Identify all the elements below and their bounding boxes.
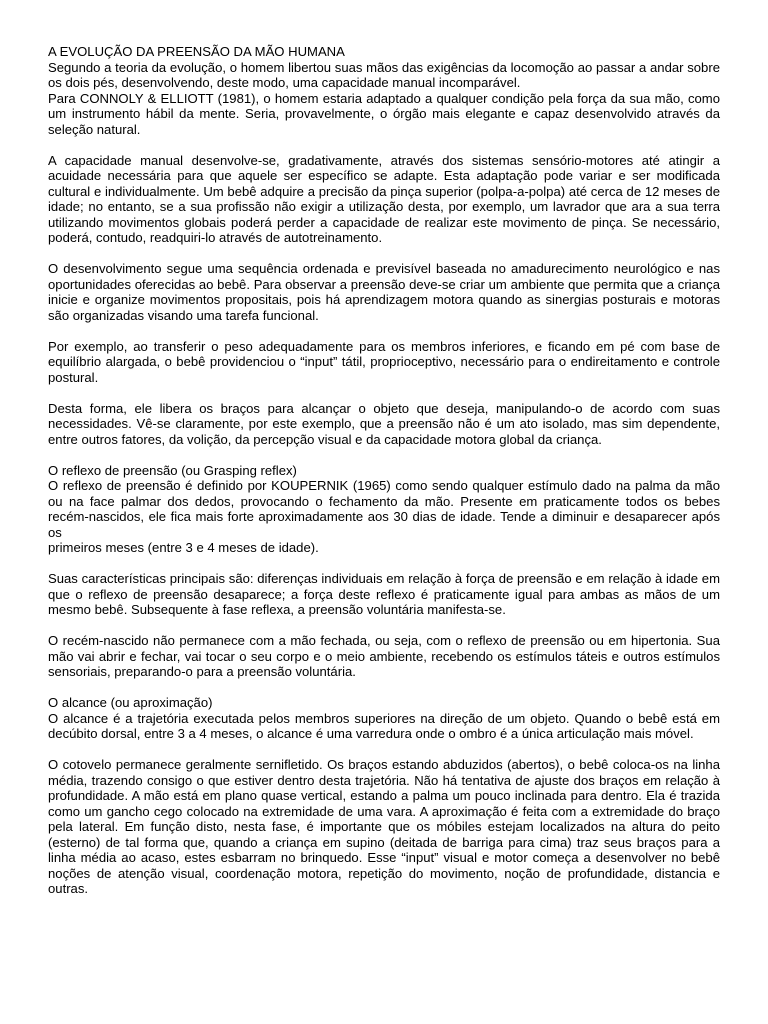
paragraph-grasping-characteristics: Suas características principais são: diferenças individuais em relação à força de preensão e em relação à idade em que o reflexo de preensão desaparece; a força deste reflexo é praticamente igual para ambas as mãos de um mesmo bebê. Subsequente à fase reflexa, a preensão voluntária manifesta-se. bbox=[48, 571, 720, 617]
paragraph-gap bbox=[48, 556, 720, 572]
paragraph-newborn-hand: O recém-nascido não permanece com a mão fechada, ou seja, com o reflexo de preensão ou em hipertonia. Sua mão vai abrir e fechar, vai tocar o seu corpo e o meio ambiente, recebendo os estímulos táteis e outros estímulos sensoriais, preparando-o para a preensão voluntária. bbox=[48, 633, 720, 679]
paragraph-weight-transfer: Por exemplo, ao transferir o peso adequadamente para os membros inferiores, e ficando em pé com base de equilíbrio alargada, o bebê providenciou o “input” tátil, proprioceptivo, necessário para o endireitamento e controle postural. bbox=[48, 338, 720, 385]
paragraph-gap bbox=[48, 680, 720, 696]
paragraph-gap bbox=[48, 323, 720, 339]
paragraph-grasping-definition-continued: primeiros meses (entre 3 e 4 meses de idade). bbox=[48, 540, 319, 555]
paragraph-gap bbox=[48, 246, 720, 262]
paragraph-elbow-position: O cotovelo permanece geralmente sernifletido. Os braços estando abduzidos (abertos), o bebê coloca-os na linha média, trazendo consigo o que estiver dentro desta trajetória. Não há tentativa de ajuste dos braços em relação à profundidade. A mão está em plano quase vertical, estando a palma um pouco inclinada para dentro. Ela é trazida como um gancho cego colocado na extremidade de uma vara. A aproximação é feita com a extremidade do braço pela lateral. Em função disto, nesta fase, é importante que os móbiles estejam localizados na altura do peito (esterno) de tal forma que, quando a criança em supino (deitada de barriga para cima) traz seus braços para a linha média ao acaso, estes esbarram no brinquedo. Esse “input” visual e motor começa a desenvolver no bebê noções de atenção visual, coordenação motora, repetição do movimento, noção de profundidade, distancia e outras. bbox=[48, 757, 720, 896]
section-heading-grasping-reflex: O reflexo de preensão (ou Grasping reflex) bbox=[48, 462, 297, 478]
paragraph-gap bbox=[48, 742, 720, 758]
paragraph-evolution-theory: Segundo a teoria da evolução, o homem libertou suas mãos das exigências da locomoção ao passar a andar sobre os dois pés, desenvolvendo, deste modo, uma capacidade manual incomparável. bbox=[48, 59, 720, 90]
paragraph-connoly-elliott: Para CONNOLY & ELLIOTT (1981), o homem estaria adaptado a qualquer condição pela força da sua mão, como um instrumento hábil da mente. Seria, provavelmente, o órgão mais elegante e capaz desenvolvido através da seleção natural. bbox=[48, 90, 720, 137]
paragraph-grasping-definition: O reflexo de preensão é definido por KOUPERNIK (1965) como sendo qualquer estímulo dado na palma da mão ou na face palmar dos dedos, provocando o fechamento da mão. Presente em praticamente todos os bebes recém-nascidos, ele fica mais forte aproximadamente aos 30 dias de idade. Tende a diminuir e desaparecer após os bbox=[48, 478, 720, 540]
paragraph-development-sequence: O desenvolvimento segue uma sequência ordenada e previsível baseada no amadurecimento neurológico e nas oportunidades oferecidas ao bebê. Para observar a preensão deve-se criar um ambiente que permita que a criança inicie e organize movimentos propositais, pois há aprendizagem motora quando as sinergias posturais e motoras são organizadas visando uma tarefa funcional. bbox=[48, 261, 720, 323]
document-title: A EVOLUÇÃO DA PREENSÃO DA MÃO HUMANA bbox=[48, 44, 345, 59]
paragraph-reach-definition: O alcance é a trajetória executada pelos membros superiores na direção de um objeto. Quando o bebê está em decúbito dorsal, entre 3 a 4 meses, o alcance é uma varredura onde o ombro é a única articulação mais móvel. bbox=[48, 710, 720, 741]
paragraph-gap bbox=[48, 137, 720, 153]
paragraph-arms-release: Desta forma, ele libera os braços para alcançar o objeto que deseja, manipulando-o de acordo com suas necessidades. Vê-se claramente, por este exemplo, que a preensão não é um ato isolado, mas sim dependente, entre outros fatores, da volição, da percepção visual e da capacidade motora global da criança. bbox=[48, 400, 720, 447]
paragraph-gap bbox=[48, 618, 720, 634]
section-heading-reach: O alcance (ou aproximação) bbox=[48, 695, 213, 710]
paragraph-gap bbox=[48, 447, 720, 463]
paragraph-manual-capacity: A capacidade manual desenvolve-se, gradativamente, através dos sistemas sensório-motores até atingir a acuidade necessária para que aquele ser específico se adapte. Esta adaptação pode variar e ser modificada cultural e individualmente. Um bebê adquire a precisão da pinça superior (polpa-a-polpa) até cerca de 12 meses de idade; no entanto, se a sua profissão não exigir a utilização desta, por exemplo, um lavrador que ara a sua terra utilizando movimentos globais poderá perder a capacidade de realizar este movimento de pinça. Se necessário, poderá, contudo, readquiri-lo através de autotreinamento. bbox=[48, 152, 720, 245]
paragraph-gap bbox=[48, 385, 720, 401]
